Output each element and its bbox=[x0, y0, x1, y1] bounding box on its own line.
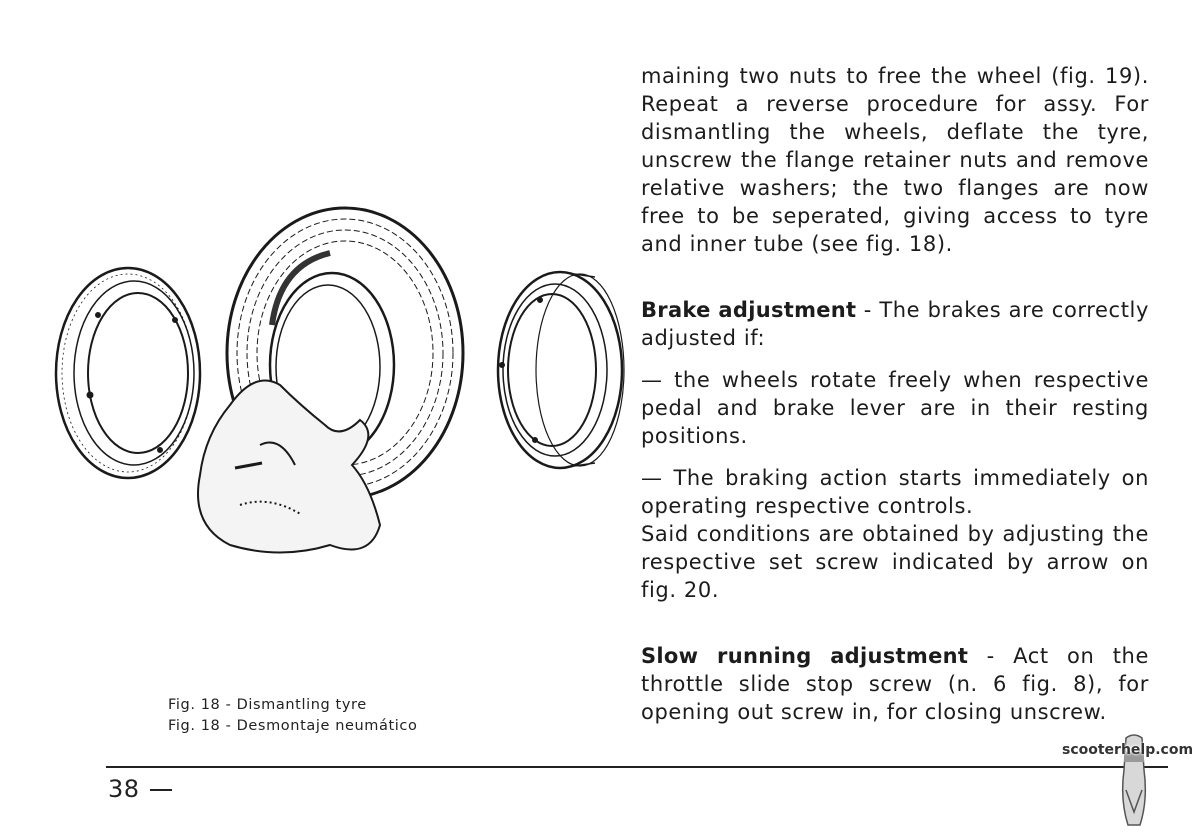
caption-spanish: Fig. 18 - Desmontaje neumático bbox=[168, 718, 418, 734]
brake-intro-text: - The brakes are correctly adjusted if: bbox=[641, 298, 1149, 350]
right-wheel-flange bbox=[498, 272, 624, 468]
page-number-dash bbox=[150, 789, 172, 791]
page-number-value: 38 bbox=[108, 775, 140, 803]
brake-condition-1: — the wheels rotate freely when respective pedal and brake lever are in their resting positions. bbox=[641, 368, 1149, 448]
page-number bbox=[108, 775, 172, 803]
heading-slow-running: Slow running adjustment bbox=[641, 644, 969, 668]
body-text bbox=[641, 62, 1149, 726]
figure-caption bbox=[168, 695, 417, 737]
slow-running-text: - Act on the throttle slide stop screw (n. 6 fig. 8), for opening out screw in, for closing unscrew. bbox=[641, 644, 1149, 724]
caption-english: Fig. 18 - Dismantling tyre bbox=[168, 697, 367, 713]
paragraph-wheel-removal: maining two nuts to free the wheel (fig. 19). Repeat a reverse procedure for assy. For dismantling the wheels, deflate the tyre, unscrew the flange retainer nuts and remove relative washers; the two flanges are now free to be seperated, giving access to tyre and inner tube (see fig. 18). bbox=[641, 64, 1149, 256]
paragraph-brake-adjustment bbox=[641, 296, 1149, 352]
fig18-illustration bbox=[40, 205, 630, 585]
watermark: scooterhelp.com bbox=[1062, 742, 1194, 758]
brake-conditions-note: Said conditions are obtained by adjusting the respective set screw indicated by arrow on fig. 20. bbox=[641, 522, 1149, 602]
heading-brake-adjustment: Brake adjustment bbox=[641, 298, 857, 322]
left-wheel-flange bbox=[56, 268, 200, 478]
inner-tube bbox=[198, 381, 380, 553]
brake-condition-2: — The braking action starts immediately on operating respective controls. bbox=[641, 466, 1149, 518]
footer-rule bbox=[106, 766, 1168, 768]
paragraph-slow-running bbox=[641, 642, 1149, 726]
